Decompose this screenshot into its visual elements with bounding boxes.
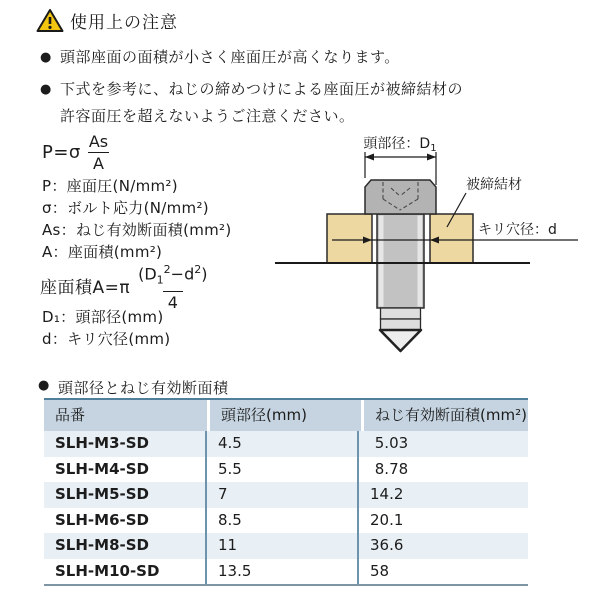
formula1-definitions	[42, 175, 232, 263]
head-diameter-label: 頭部径：$D_1$	[363, 136, 437, 154]
bolt-shank	[377, 214, 424, 308]
part-number-cell: SLH-M4-SD	[44, 457, 207, 483]
effective-area-cell: 5.03	[370, 434, 409, 452]
head-diameter-cell: 11	[207, 533, 359, 559]
table-section-title-text: 頭部径とねじ有効断面積	[58, 379, 229, 397]
table-row	[44, 508, 528, 534]
fraction-denominator: 4	[163, 291, 183, 312]
bolt-tip	[380, 330, 421, 351]
bullet-marker: ●	[38, 378, 50, 393]
head-diameter-cell: 8.5	[207, 508, 359, 534]
table-row	[44, 559, 528, 585]
definition-line: d：キリ穴径(mm)	[42, 330, 171, 348]
formula-lhs: P=σ	[42, 142, 81, 163]
head-diameter-cell: 13.5	[207, 559, 359, 585]
bolt-head	[365, 180, 436, 214]
column-header-effective-area: ねじ有効断面積(mm²)	[364, 400, 528, 431]
head-diameter-cell: 7	[207, 482, 359, 508]
formula-lhs: 座面積A=π	[40, 278, 131, 299]
shank-highlight	[418, 216, 423, 307]
table-row	[44, 533, 528, 559]
part-number-cell: SLH-M10-SD	[44, 559, 207, 585]
bullet-item	[40, 76, 464, 130]
bearing-pressure-formula	[42, 132, 113, 173]
head-diameter-cell: 4.5	[207, 431, 359, 457]
definition-line: D₁：頭部径(mm)	[42, 308, 164, 326]
effective-area-cell: 8.78	[370, 459, 409, 478]
bolt-cross-section-diagram	[270, 130, 590, 365]
dog-point-band	[381, 308, 421, 319]
effective-area-cell: 58	[370, 561, 390, 580]
fraction-numerator: $(D_1^2-d^2)$	[138, 263, 208, 287]
bullet-text: 下式を参考に、ねじの締めつけによる座面圧が被締結材の許容面圧を超えないようご注意ください。	[60, 80, 464, 125]
bullet-marker: ●	[40, 82, 52, 97]
bullet-item	[40, 44, 580, 71]
effective-area-cell: 14.2	[370, 485, 404, 503]
fraction	[84, 132, 113, 173]
table-row	[44, 482, 528, 508]
definition-line: σ：ボルト応力(N/mm²)	[42, 199, 209, 217]
arrowhead	[427, 154, 436, 161]
part-number-cell: SLH-M8-SD	[44, 533, 207, 559]
bullet-marker: ●	[40, 50, 52, 65]
bearing-area-formula	[40, 260, 212, 312]
fraction-denominator: A	[88, 152, 109, 173]
fraction-numerator: As	[88, 132, 109, 151]
table-row	[44, 431, 528, 457]
effective-area-cell: 20.1	[370, 510, 404, 529]
definition-line: As：ねじ有効断面積(mm²)	[42, 221, 232, 239]
definition-line: A：座面積(mm²)	[42, 243, 163, 261]
table-section-title	[38, 377, 229, 398]
arrowhead	[365, 154, 374, 161]
column-header-head-diameter: 頭部径(mm)	[210, 400, 361, 431]
formula2-definitions	[42, 306, 170, 350]
part-number-cell: SLH-M5-SD	[44, 482, 207, 508]
part-number-cell: SLH-M6-SD	[44, 508, 207, 534]
head-diameter-cell: 5.5	[207, 457, 359, 483]
shank-highlight	[379, 216, 384, 307]
bullet-text: 頭部座面の面積が小さく座面圧が高くなります。	[60, 48, 400, 66]
part-number-cell: SLH-M3-SD	[44, 431, 207, 457]
definition-line: P：座面圧(N/mm²)	[42, 177, 178, 195]
column-header-part-number: 品番	[44, 400, 207, 431]
fraction	[133, 260, 212, 312]
effective-area-cell: 36.6	[370, 536, 404, 554]
table-row	[44, 457, 528, 483]
notice-header	[36, 8, 178, 33]
warning-triangle-icon	[36, 8, 64, 33]
hole-diameter-label: キリ穴径：d	[478, 222, 557, 238]
clamped-material-label: 被締結材	[466, 177, 522, 193]
table-header-row	[44, 400, 528, 431]
dimension-table	[44, 398, 528, 586]
notice-title: 使用上の注意	[70, 13, 178, 33]
dog-point-band	[381, 319, 421, 330]
